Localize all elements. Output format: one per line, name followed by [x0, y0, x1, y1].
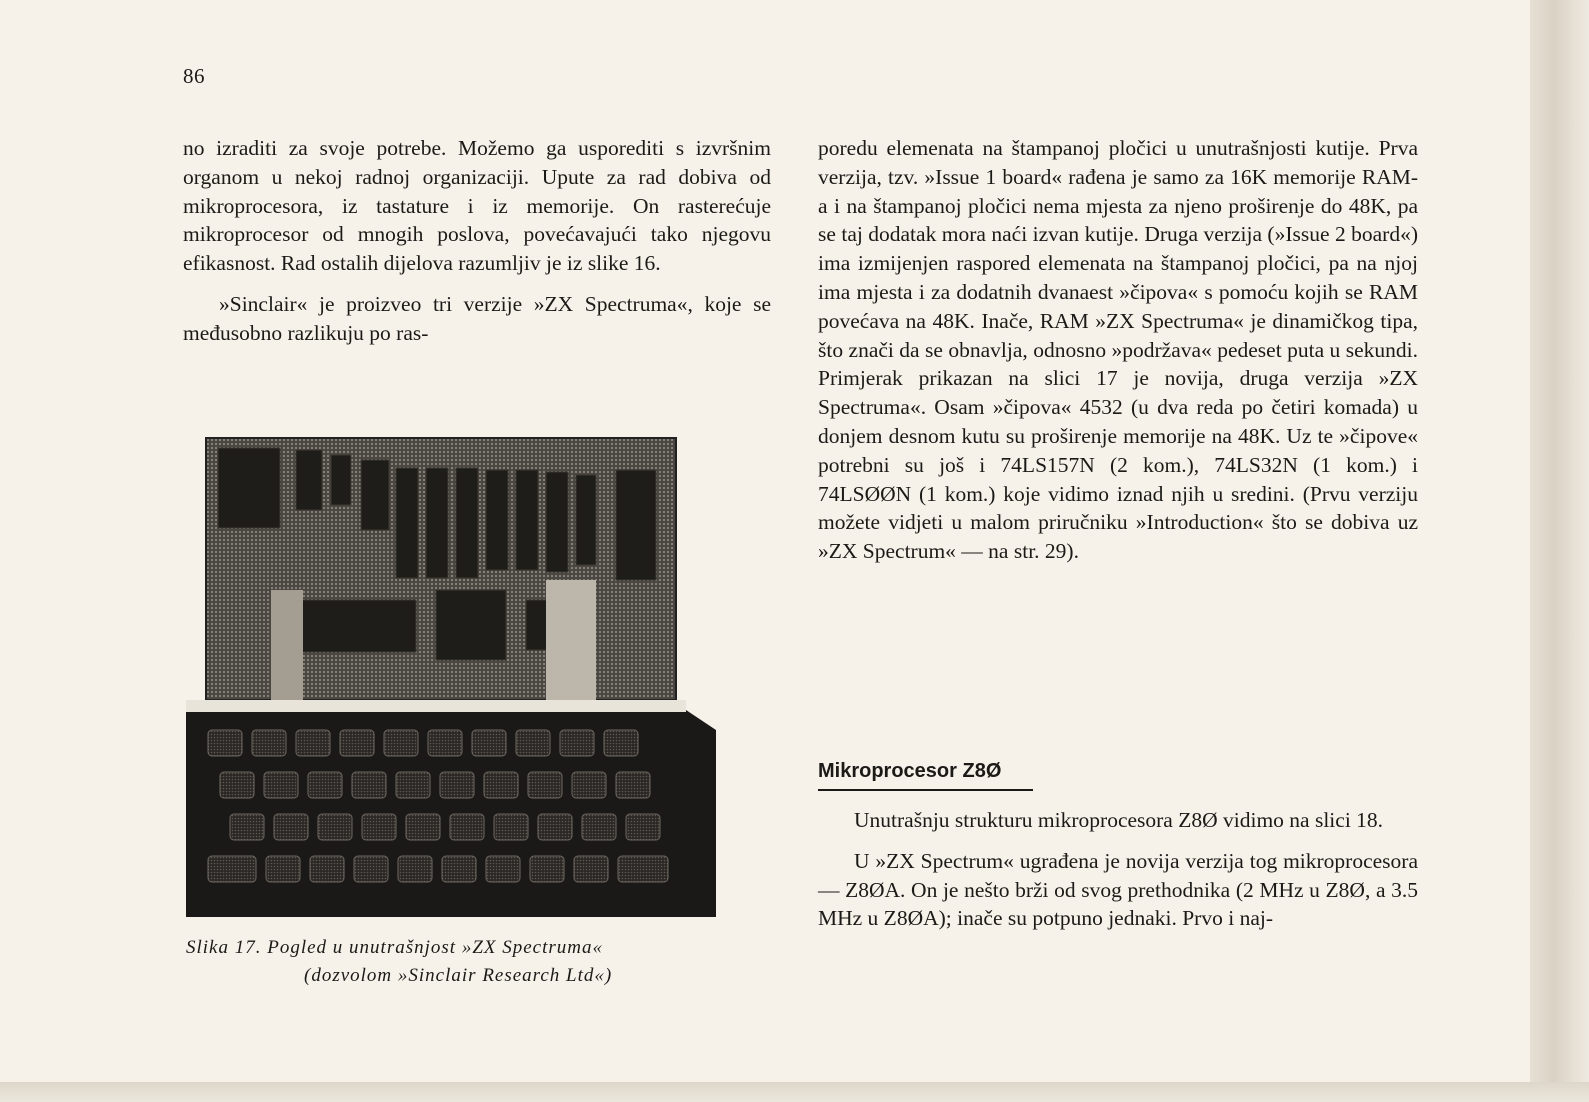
right-paragraph-2: Unutrašnju strukturu mikroprocesora Z8Ø vidimo na slici 18. — [854, 808, 1384, 832]
right-paragraph-3: U »ZX Spectrum« ugrađena je novija verzija tog mikroprocesora — Z8ØA. On je nešto brži od svog prethodnika (2 MHz u Z8Ø, a 3.5 MHz u Z8ØA); inače su potpuno jednaki. Prvo i naj- — [818, 848, 1418, 931]
right-column — [818, 134, 1418, 566]
bottom-edge — [0, 1082, 1589, 1102]
left-paragraph-1: no izraditi za svoje potrebe. Možemo ga usporediti s izvršnim organom u nekoj radnoj organizaciji. Upute za rad dobiva od mikroprocesora, iz tastature i iz memorije. On rasterećuje mikroprocesor od mnogih poslova, povećavajući tako njegovu efikasnost. Rad ostalih dijelova razumljiv je iz slike 16. — [183, 136, 771, 276]
figure-caption — [186, 934, 786, 990]
section-heading: Mikroprocesor Z8Ø — [818, 760, 1033, 791]
zx-spectrum-photo — [186, 430, 716, 917]
figure-photo-zx-spectrum — [186, 430, 716, 917]
page-number: 86 — [183, 64, 205, 88]
caption-line-1: Slika 17. Pogled u unutrašnjost »ZX Spectruma« — [186, 937, 604, 958]
page-edge — [1530, 0, 1589, 1102]
left-column — [183, 134, 771, 348]
left-paragraph-2: »Sinclair« je proizveo tri verzije »ZX Spectruma«, koje se međusobno razlikuju po ras- — [183, 291, 771, 345]
right-column-lower — [818, 806, 1418, 933]
caption-line-2: (dozvolom »Sinclair Research Ltd«) — [304, 965, 613, 986]
right-paragraph-1: poredu elemenata na štampanoj pločici u unutrašnjosti kutije. Prva verzija, tzv. »Issue 1 board« rađena je samo za 16K memorije RAM-a i na štampanoj pločici nema mjesta za njeno proširenje do 48K, pa se taj dodatak mora naći izvan kutije. Druga verzija (»Issue 2 board«) ima izmijenjen raspored elemenata na štampanoj pločici, pa na njoj ima mjesta i za dodatnih dvanaest »čipova« s pomoću kojih se RAM povećava na 48K. Inače, RAM »ZX Spectruma« je dinamičkog tipa, što znači da se obnavlja, odnosno »podržava« pedeset puta u sekundi. Primjerak prikazan na slici 17 je novija, druga verzija »ZX Spectruma«. Osam »čipova« 4532 (u dva reda po četiri komada) u donjem desnom kutu su proširenje memorije na 48K. Uz te »čipove« potrebni su još i 74LS157N (2 kom.), 74LS32N (1 kom.) i 74LSØØN (1 kom.) koje vidimo iznad njih u sredini. (Prvu verziju možete vidjeti u malom priručniku »Introduction« što se dobiva uz »ZX Spectrum« — na str. 29). — [818, 136, 1418, 564]
